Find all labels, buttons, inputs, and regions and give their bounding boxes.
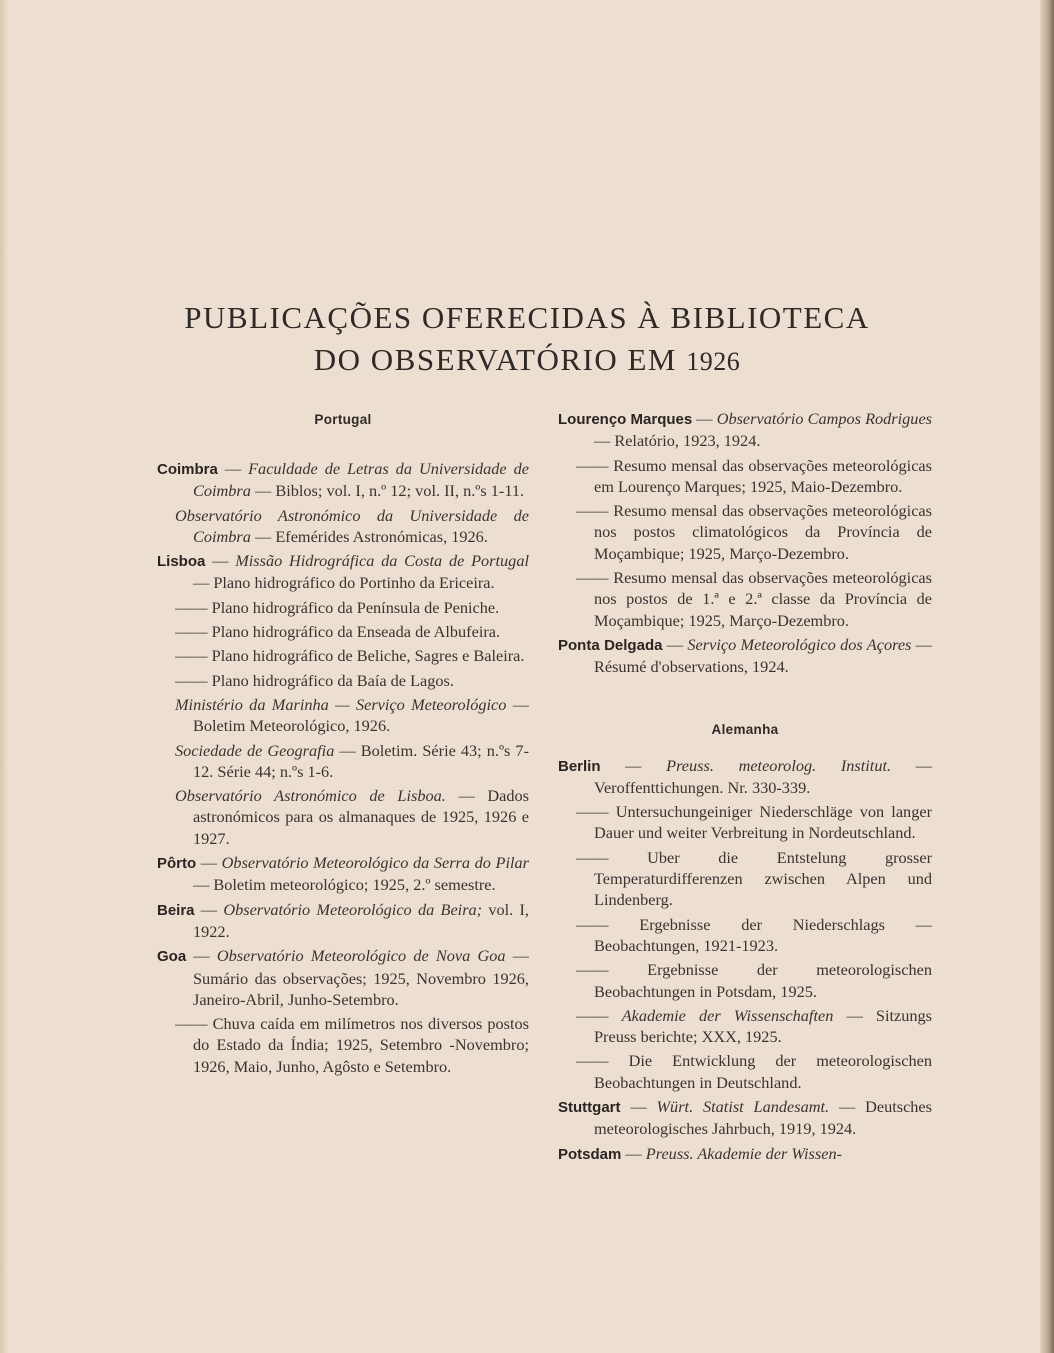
entry-text: —— Plano hidrográfico da Enseada de Albufeira. bbox=[175, 622, 501, 642]
page-title-line-2 bbox=[0, 338, 1054, 384]
bibliography-entry bbox=[558, 1050, 932, 1093]
page-title-year: 1926 bbox=[686, 347, 741, 376]
entry-place: Coimbra bbox=[157, 461, 218, 478]
entry-text: —— Die Entwicklung der meteorologischen Beobachtungen in Deutschland. bbox=[576, 1051, 932, 1092]
page-edge-right bbox=[1040, 0, 1054, 1353]
entry-institution: Observatório Meteorológico de Nova Goa bbox=[216, 946, 506, 966]
entry-text: —— Ergebnisse der Niederschlags — Beobachtungen, 1921-1923. bbox=[576, 914, 932, 955]
entry-text: — Boletim. Série 43; n.ºs 7-12. Série 44; n.ºs 1-6. bbox=[193, 740, 529, 781]
bibliography-entry bbox=[157, 621, 529, 642]
entry-text: —— Plano hidrográfico da Península de Peniche. bbox=[175, 597, 500, 617]
page-edge-left bbox=[0, 0, 8, 1353]
entry-text: —— Resumo mensal das observações meteorológicas em Lourenço Marques; 1925, Maio-Dezembro. bbox=[576, 455, 932, 496]
entry-institution: Faculdade de Letras da Universidade de Coimbra bbox=[193, 459, 530, 501]
bibliography-entry bbox=[558, 755, 932, 799]
entry-text: vol. I, 1922. bbox=[193, 899, 529, 941]
bibliography-entry bbox=[558, 1143, 932, 1165]
entry-institution: Preuss. Akademie der Wissen- bbox=[645, 1143, 843, 1163]
entry-text: —— Plano hidrográfico de Beliche, Sagres e Baleira. bbox=[175, 646, 525, 666]
bibliography-entry bbox=[558, 634, 932, 678]
entry-institution: Ministério da Marinha — Serviço Meteorológico bbox=[175, 694, 507, 714]
entry-text: — Résumé d'observations, 1924. bbox=[594, 634, 933, 677]
entry-institution: Preuss. meteorolog. Institut. bbox=[666, 755, 892, 775]
entry-institution: Serviço Meteorológico dos Açores bbox=[687, 634, 912, 654]
entry-institution: Observatório Campos Rodrigues bbox=[716, 409, 933, 428]
right-column bbox=[558, 408, 932, 1165]
entry-institution: Observatório Astronómico de Lisboa. bbox=[175, 786, 446, 806]
entry-institution: Akademie der Wissenschaften bbox=[621, 1005, 834, 1025]
entry-text: — Relatório, 1923, 1924. bbox=[594, 431, 761, 451]
bibliography-entry bbox=[558, 455, 932, 498]
bibliography-entry bbox=[157, 645, 529, 666]
entry-list-portugal bbox=[157, 458, 529, 1077]
entry-separator: — bbox=[662, 634, 688, 654]
bibliography-entry bbox=[157, 597, 529, 618]
section-heading-portugal: Portugal bbox=[314, 412, 372, 427]
bibliography-entry bbox=[558, 408, 932, 452]
entry-text: —— Uber die Entstelung grosser Temperaturdifferenzen zwischen Alpen und Lindenberg. bbox=[576, 847, 932, 910]
entry-institution: Observatório Meteorológico da Beira; bbox=[223, 899, 483, 919]
bibliography-entry bbox=[558, 847, 932, 911]
entry-place: Berlin bbox=[558, 757, 601, 775]
entry-text: — Boletim meteorológico; 1925, 2.º semestre. bbox=[193, 875, 496, 895]
entry-place: Goa bbox=[157, 948, 187, 966]
entry-list-alemanha bbox=[558, 755, 932, 1165]
entry-text: —— Plano hidrográfico da Baía de Lagos. bbox=[175, 670, 454, 690]
entry-institution: Würt. Statist Landesamt. bbox=[656, 1097, 830, 1117]
left-column bbox=[157, 408, 529, 1077]
entry-separator: — bbox=[217, 459, 249, 478]
bibliography-entry bbox=[157, 1013, 529, 1077]
bibliography-entry bbox=[157, 550, 529, 594]
section-heading-alemanha: Alemanha bbox=[711, 721, 779, 737]
bibliography-entry bbox=[558, 1005, 932, 1048]
entry-separator: — bbox=[620, 1097, 657, 1117]
entry-text: —— Resumo mensal das observações meteorológicas nos postos de 1.ª e 2.ª classe da Província de Moçambique; 1925, Março-Dezembro. bbox=[576, 568, 932, 630]
bibliography-entry bbox=[157, 670, 529, 691]
bibliography-entry bbox=[157, 740, 529, 783]
bibliography-entry bbox=[558, 914, 932, 957]
entry-place: Ponta Delgada bbox=[558, 636, 663, 654]
bibliography-entry bbox=[558, 801, 932, 844]
entry-text: —— Chuva caída em milímetros nos diversos postos do Estado da Índia; 1925, Setembro -Novembro; 1926, Maio, Junho, Agôsto e Setembro. bbox=[175, 1014, 529, 1076]
bibliography-entry bbox=[157, 505, 529, 548]
bibliography-entry bbox=[157, 899, 529, 943]
entry-text: — Sitzungs Preuss berichte; XXX, 1925. bbox=[594, 1005, 932, 1047]
entry-place: Potsdam bbox=[558, 1145, 622, 1163]
bibliography-entry bbox=[558, 567, 932, 631]
entry-text: — Efemérides Astronómicas, 1926. bbox=[250, 526, 488, 546]
entry-text: — Veroffenttichungen. Nr. 330-339. bbox=[594, 755, 933, 797]
bibliography-entry bbox=[157, 945, 529, 1010]
entry-place: Lisboa bbox=[157, 553, 206, 571]
page-title-line-1: PUBLICAÇÕES OFERECIDAS À BIBLIOTECA bbox=[184, 300, 870, 335]
entry-separator: — bbox=[621, 1143, 646, 1163]
bibliography-entry bbox=[558, 959, 932, 1002]
entry-separator: — bbox=[600, 755, 667, 775]
entry-text: —— Untersuchungeiniger Niederschläge von langer Dauer und weiter Verbreitung in Nordeutschland. bbox=[576, 802, 932, 843]
entry-institution: Sociedade de Geografia bbox=[175, 740, 335, 760]
bibliography-entry bbox=[157, 852, 529, 896]
entry-text: —— Ergebnisse der meteorologischen Beobachtungen in Potsdam, 1925. bbox=[576, 960, 932, 1001]
entry-text: —— Resumo mensal das observações meteorológicas nos postos climatológicos da Província de Moçambique; 1925, Março-Dezembro. bbox=[576, 501, 932, 563]
entry-institution: Missão Hidrográfica da Costa de Portugal bbox=[235, 551, 529, 571]
entry-institution: Observatório Astronómico da Universidade de Coimbra bbox=[175, 505, 529, 546]
entry-list-portugal-continued bbox=[558, 408, 932, 678]
entry-place: Pôrto bbox=[157, 855, 197, 873]
entry-separator: — bbox=[692, 409, 717, 428]
entry-separator: — bbox=[194, 899, 224, 919]
entry-separator: — bbox=[205, 551, 236, 571]
entry-text: — Plano hidrográfico do Portinho da Ericeira. bbox=[193, 573, 495, 593]
entry-separator: — bbox=[196, 853, 222, 873]
entry-separator: — bbox=[186, 946, 217, 966]
bibliography-entry bbox=[558, 500, 932, 564]
entry-separator: —— bbox=[576, 1005, 622, 1025]
entry-place: Beira bbox=[157, 901, 195, 919]
entry-institution: Observatório Meteorológico da Serra do Pilar bbox=[221, 853, 529, 873]
page-title-text: DO OBSERVATÓRIO EM bbox=[313, 342, 677, 377]
entry-text: — Deutsches meteorologisches Jahrbuch, 1919, 1924. bbox=[594, 1097, 932, 1139]
entry-text: — Dados astronómicos para os almanaques de 1925, 1926 e 1927. bbox=[193, 786, 530, 848]
bibliography-entry bbox=[157, 785, 529, 849]
entry-text: — Biblos; vol. I, n.º 12; vol. II, n.ºs 1-11. bbox=[250, 481, 525, 501]
bibliography-entry bbox=[157, 694, 529, 737]
entry-place: Stuttgart bbox=[558, 1099, 621, 1117]
bibliography-entry bbox=[157, 458, 529, 502]
bibliography-entry bbox=[558, 1096, 932, 1140]
entry-text: — Boletim Meteorológico, 1926. bbox=[193, 694, 529, 736]
entry-text: — Sumário das observações; 1925, Novembro 1926, Janeiro-Abril, Junho-Setembro. bbox=[193, 946, 529, 1009]
entry-place: Lourenço Marques bbox=[558, 411, 693, 428]
